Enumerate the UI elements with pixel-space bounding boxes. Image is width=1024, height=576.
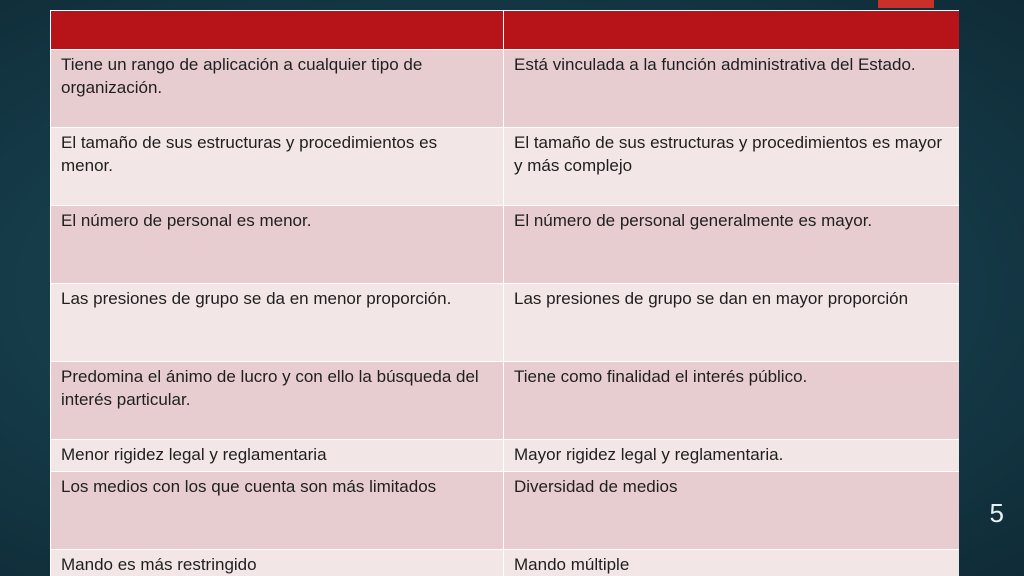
table-cell-right: Diversidad de medios	[504, 472, 960, 550]
header-cell-left	[51, 11, 504, 50]
top-accent-bar	[878, 0, 934, 8]
table-row	[51, 206, 960, 284]
table-cell-right: Está vinculada a la función administrativa del Estado.	[504, 50, 960, 128]
table-cell-left: El número de personal es menor.	[51, 206, 504, 284]
table-cell-left: El tamaño de sus estructuras y procedimientos es menor.	[51, 128, 504, 206]
table-row	[51, 362, 960, 440]
table-cell-right: Mayor rigidez legal y reglamentaria.	[504, 440, 960, 472]
table-row	[51, 472, 960, 550]
table-cell-left: Predomina el ánimo de lucro y con ello la búsqueda del interés particular.	[51, 362, 504, 440]
table-cell-right: Las presiones de grupo se dan en mayor proporción	[504, 284, 960, 362]
table-cell-left: Menor rigidez legal y reglamentaria	[51, 440, 504, 472]
table-cell-right: Tiene como finalidad el interés público.	[504, 362, 960, 440]
table-cell-left: Mando es más restringido	[51, 550, 504, 576]
table-cell-right: El tamaño de sus estructuras y procedimientos es mayor y más complejo	[504, 128, 960, 206]
table-row	[51, 50, 960, 128]
table-row	[51, 128, 960, 206]
comparison-table-container	[50, 10, 959, 576]
table-row	[51, 284, 960, 362]
table-cell-left: Los medios con los que cuenta son más limitados	[51, 472, 504, 550]
table-cell-left: Las presiones de grupo se da en menor proporción.	[51, 284, 504, 362]
table-row	[51, 440, 960, 472]
table-cell-left: Tiene un rango de aplicación a cualquier tipo de organización.	[51, 50, 504, 128]
table-cell-right: Mando múltiple	[504, 550, 960, 576]
table-row	[51, 550, 960, 576]
page-number: 5	[989, 498, 1004, 528]
table-header-row	[51, 11, 960, 50]
header-cell-right	[504, 11, 960, 50]
table-cell-right: El número de personal generalmente es mayor.	[504, 206, 960, 284]
comparison-table	[50, 10, 959, 576]
